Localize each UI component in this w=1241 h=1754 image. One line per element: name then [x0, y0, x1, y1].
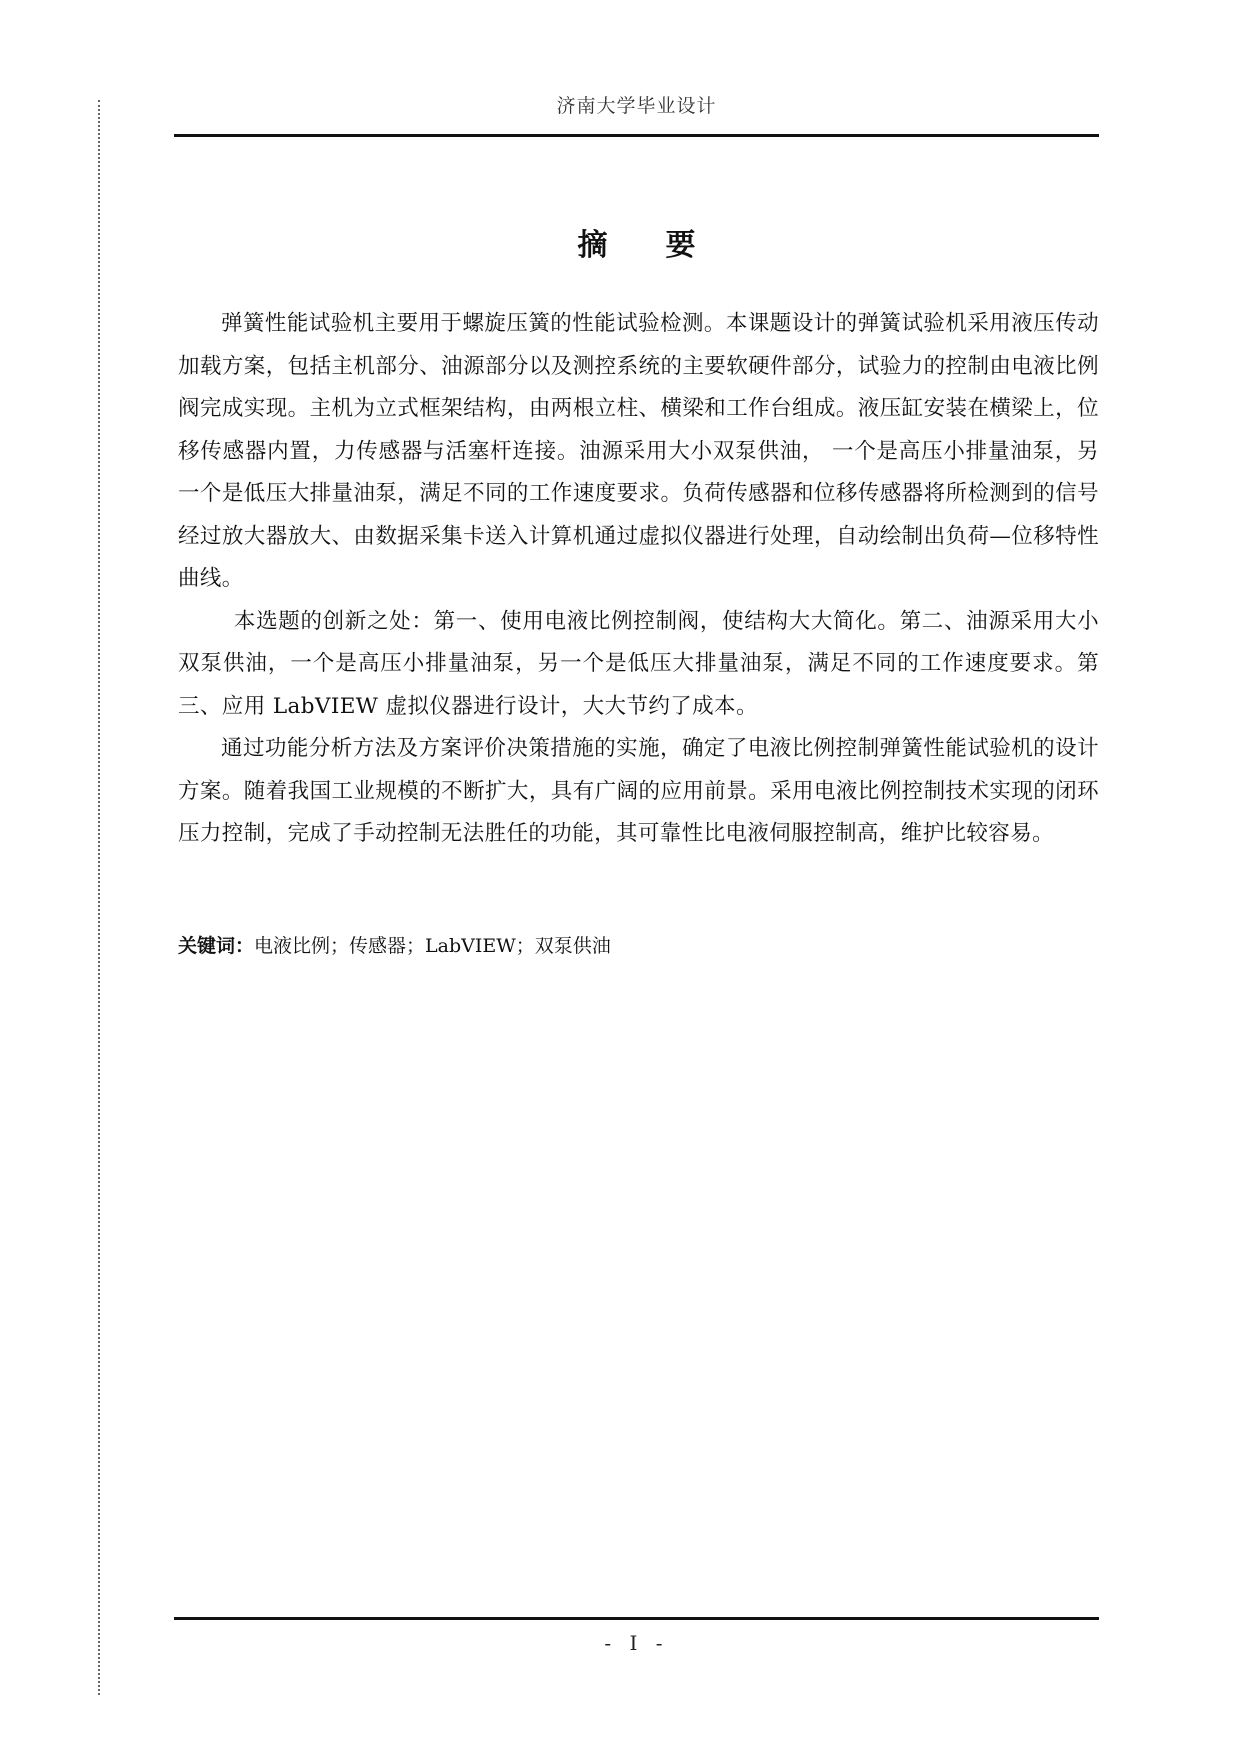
footer-rule — [174, 1617, 1099, 1620]
abstract-paragraph-2: 本选题的创新之处：第一、使用电液比例控制阀，使结构大大简化。第二、油源采用大小双泵供油，一个是高压小排量油泵，另一个是低压大排量油泵，满足不同的工作速度要求。第三、应用 LabVIEW 虚拟仪器进行设计，大大节约了成本。 — [178, 608, 1099, 719]
abstract-title: 摘要 — [577, 228, 754, 263]
abstract-paragraph-3: 通过功能分析方法及方案评价决策措施的实施，确定了电液比例控制弹簧性能试验机的设计方案。随着我国工业规模的不断扩大，具有广阔的应用前景。采用电液比例控制技术实现的闭环压力控制，完成了手动控制无法胜任的功能，其可靠性比电液伺服控制高，维护比较容易。 — [178, 736, 1099, 846]
abstract-body — [178, 303, 1099, 856]
binding-margin-line — [98, 100, 100, 1695]
page-number: - I - — [604, 1631, 669, 1655]
page-header: 济南大学毕业设计 — [174, 86, 1099, 137]
keywords-text: 电液比例；传感器；LabVIEW；双泵供油 — [254, 935, 611, 957]
keywords-label: 关键词： — [178, 935, 255, 957]
keywords-line — [178, 930, 1099, 962]
abstract-paragraph-1: 弹簧性能试验机主要用于螺旋压簧的性能试验检测。本课题设计的弹簧试验机采用液压传动加载方案，包括主机部分、油源部分以及测控系统的主要软硬件部分，试验力的控制由电液比例阀完成实现。主机为立式框架结构，由两根立柱、横梁和工作台组成。液压缸安装在横梁上，位移传感器内置，力传感器与活塞杆连接。油源采用大小双泵供油， 一个是高压小排量油泵，另一个是低压大排量油泵，满足不同的工作速度要求。负荷传感器和位移传感器将所检测到的信号经过放大器放大、由数据采集卡送入计算机通过虚拟仪器进行处理，自动绘制出负荷—位移特性曲线。 — [178, 311, 1099, 591]
